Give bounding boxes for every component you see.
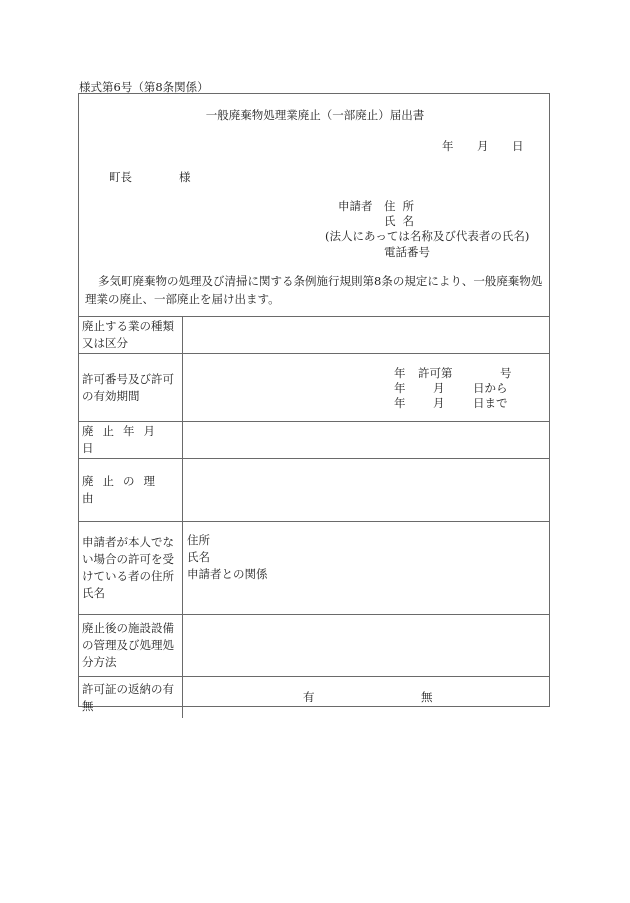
table-row [78,677,550,719]
table-row [78,522,550,615]
reason-field[interactable] [183,459,551,522]
applicant-name-label: 氏名 [384,214,421,228]
row-label-permit: 許可番号及び許可の有効期間 [78,354,183,422]
date-year-label: 年 [442,139,454,153]
holder-name-label: 氏名 [187,550,210,564]
applicant-label: 申請者 [338,199,373,213]
permit-field[interactable] [183,354,551,422]
option-no[interactable]: 無 [421,690,433,704]
details-table [78,316,550,718]
valid-to-month: 月 [433,396,445,410]
table-row [78,615,550,677]
permit-number-suffix: 号 [500,366,512,380]
statement-text: 多気町廃棄物の処理及び清掃に関する条例施行規則第8条の規定により、一般廃棄物処理業の廃止、一部廃止を届け出ます。 [85,274,543,306]
date-month-label: 月 [477,139,489,153]
row-label-abolition-date: 廃止年月日 [78,422,183,459]
valid-from-day: 日から [473,381,508,395]
applicant-phone-label: 電話番号 [384,245,430,259]
addressee-honorific: 様 [179,170,191,184]
option-yes[interactable]: 有 [303,690,315,704]
document-title: 一般廃棄物処理業廃止（一部廃止）届出書 [205,108,425,122]
form-frame [78,93,550,713]
permit-return-field [183,677,551,719]
valid-to-day: 日まで [473,396,508,410]
permit-number-prefix: 許可第 [418,366,453,380]
corporate-note: (法人にあっては名称及び代表者の氏名) [325,229,530,243]
table-row [78,354,550,422]
valid-from-year: 年 [394,381,406,395]
row-label-reason: 廃止の理由 [78,459,183,522]
permit-holder-field[interactable] [183,522,551,615]
row-label-facility-management: 廃止後の施設設備の管理及び処理処分方法 [78,615,183,677]
facility-management-field[interactable] [183,615,551,677]
row-label-permit-holder: 申請者が本人でない場合の許可を受けている者の住所氏名 [78,522,183,615]
valid-from-month: 月 [433,381,445,395]
date-day-label: 日 [512,139,524,153]
table-row [78,422,550,459]
valid-to-year: 年 [394,396,406,410]
abolition-date-field[interactable] [183,422,551,459]
permit-year-label: 年 [394,366,406,380]
holder-address-label: 住所 [187,533,210,547]
business-type-field[interactable] [183,317,551,354]
applicant-address-label: 住所 [384,199,421,213]
form-number: 様式第6号（第8条関係） [79,80,209,94]
table-row [78,459,550,522]
row-label-permit-return: 許可証の返納の有無 [78,677,183,719]
row-label-business-type: 廃止する業の種類又は区分 [78,317,183,354]
holder-relation-label: 申請者との関係 [187,567,268,581]
table-row [78,317,550,354]
addressee-name: 町長 [109,170,132,184]
